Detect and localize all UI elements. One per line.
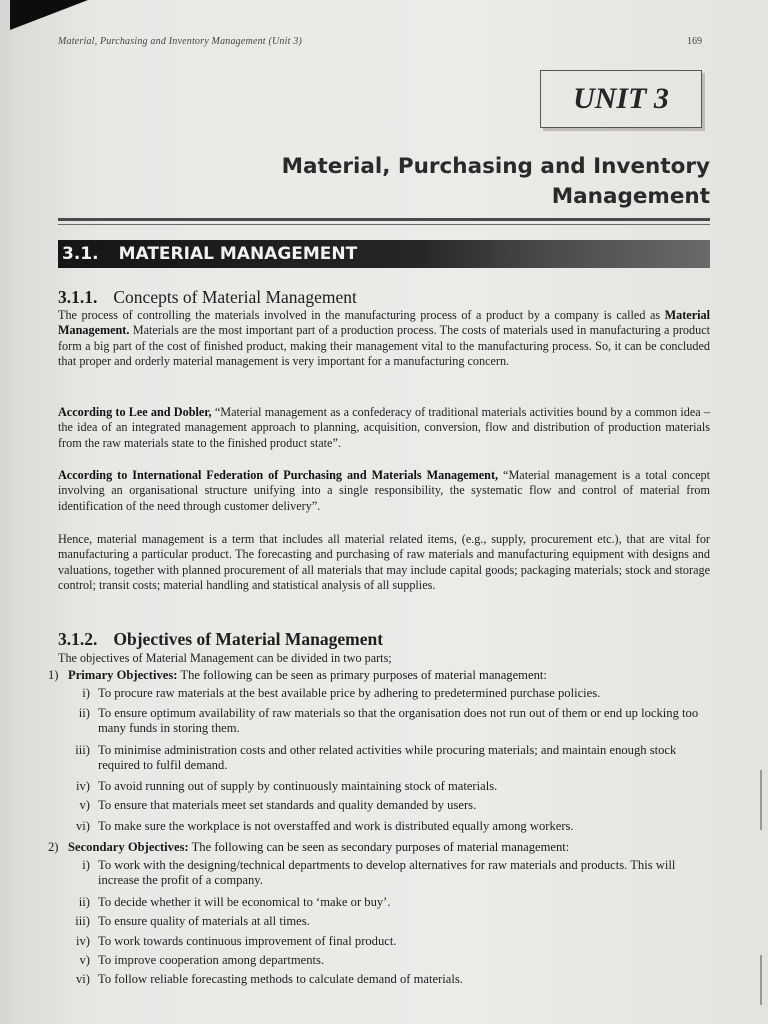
list-item-text: To minimise administration costs and other related activities while procuring materials; and maintain enough stock required to fulfil demand.: [98, 743, 677, 772]
paragraph-text: Materials are the most important part of a production process. The costs of materials used in manufacturing a product form a big part of the cost of finished product, making their management vital to the manufacturing process. So, it can be concluded that proper and orderly material management is very important for a manufacturing concern.: [58, 323, 710, 369]
list-item-text: To avoid running out of supply by continuously maintaining stock of materials.: [98, 779, 498, 793]
subsection-heading-objectives: [58, 629, 383, 650]
paragraph-ifpmm: [58, 468, 710, 514]
list-number: 2): [48, 840, 59, 854]
bold-attribution: According to Lee and Dobler,: [58, 405, 212, 419]
list-item: [66, 972, 710, 987]
bold-attribution: According to International Federation of Purchasing and Materials Management,: [58, 468, 499, 482]
list-item: [66, 686, 710, 701]
secondary-objectives-heading: [48, 840, 569, 855]
subsection-heading-concepts: [58, 287, 357, 308]
list-item: [66, 706, 710, 736]
list-item-text: To follow reliable forecasting methods to calculate demand of materials.: [98, 972, 463, 986]
list-item-text: To work with the designing/technical departments to develop alternatives for raw materials and products. This will increase the profit of a company.: [98, 858, 676, 887]
unit-label: UNIT 3: [573, 82, 669, 115]
list-item-text: To decide whether it will be economical to ‘make or buy’.: [98, 895, 391, 909]
primary-objectives-heading: [48, 668, 547, 683]
list-number: 1): [48, 668, 59, 682]
paragraph-concept-definition: [58, 308, 710, 370]
list-item: [66, 895, 710, 910]
list-item: [66, 953, 710, 968]
list-item: [66, 743, 710, 773]
paragraph-text: The process of controlling the materials involved in the manufacturing process of a product by a company is called as: [58, 308, 665, 322]
list-item-number: ii): [78, 895, 90, 909]
list-item-text: To ensure optimum availability of raw materials so that the organisation does not run out of them or end up locking too many funds in storing them.: [98, 706, 699, 735]
list-label: Secondary Objectives:: [68, 840, 189, 854]
bold-term: Material Management.: [58, 308, 710, 338]
list-item-number: v): [79, 953, 90, 967]
unit-label-box: [540, 70, 702, 128]
running-head: Material, Purchasing and Inventory Management (Unit 3): [58, 36, 302, 47]
list-item-number: i): [82, 858, 90, 872]
list-item-number: vi): [76, 972, 90, 986]
subsection-number: 3.1.1.: [58, 287, 98, 307]
paragraph-text: “Material management is a total concept involving an organisational structure unifying into a single responsibility, the systematic flow and control of material from identification of the need through customer delivery”.: [58, 468, 710, 513]
title-rule-thin: [58, 224, 710, 225]
list-item-text: To make sure the workplace is not overstaffed and work is distributed equally among workers.: [98, 819, 574, 833]
subsection-title: Concepts of Material Management: [113, 287, 357, 307]
list-item: [66, 798, 710, 813]
list-item: [66, 934, 710, 949]
chapter-title-line-1: Material, Purchasing and Inventory: [281, 154, 710, 179]
list-item-number: vi): [76, 819, 90, 833]
paragraph-summary: [58, 532, 710, 594]
list-item-text: To work towards continuous improvement of final product.: [98, 934, 397, 948]
section-heading-bar: [58, 240, 710, 268]
list-item-text: To ensure that materials meet set standards and quality demanded by users.: [98, 798, 477, 812]
title-rule: [58, 218, 710, 221]
list-item-number: v): [79, 798, 90, 812]
page-number: 169: [687, 36, 702, 47]
page-corner-shadow: [10, 0, 88, 30]
subsection-number: 3.1.2.: [58, 629, 98, 649]
section-number: 3.1.: [62, 244, 99, 264]
list-item-number: iv): [76, 934, 90, 948]
paragraph-text: “Material management as a confederacy of traditional materials activities bound by a common idea – the idea of an integrated management approach to planning, acquisition, conversion, flow and distribution of production materials from the raw materials state to the finished product state”.: [58, 405, 710, 450]
binding-edge-mark: [760, 770, 762, 830]
list-item-text: To procure raw materials at the best available price by adhering to predetermined purchase policies.: [98, 686, 601, 700]
list-item-number: i): [82, 686, 90, 700]
book-page: [10, 0, 768, 1024]
list-intro: The following can be seen as secondary purposes of material management:: [188, 840, 570, 854]
objectives-intro: [58, 651, 710, 666]
paragraph-text: Hence, material management is a term that includes all material related items, (e.g., supply, procurement etc.), that are vital for manufacturing a particular product. The forecasting and purchasing of raw materials and manufacturing equipment with designs and valuations, together with planned procurement of all materials that may include capital goods; packaging materials; stock and storage control; transit costs; material handling and statistical analysis of all supplies.: [58, 532, 710, 593]
chapter-title-line-2: Management: [551, 184, 710, 209]
list-item: [66, 914, 710, 929]
list-item-number: iii): [75, 743, 90, 757]
binding-edge-mark: [760, 955, 762, 1005]
chapter-title: [180, 152, 710, 212]
list-item-text: To improve cooperation among departments.: [98, 953, 325, 967]
list-item-number: iii): [75, 914, 90, 928]
list-item-number: iv): [76, 779, 90, 793]
list-item: [66, 779, 710, 794]
list-item: [66, 819, 710, 834]
subsection-title: Objectives of Material Management: [113, 629, 384, 649]
list-label: Primary Objectives:: [68, 668, 178, 682]
list-intro: The following can be seen as primary purposes of material management:: [177, 668, 547, 682]
paragraph-lee-dobler: [58, 405, 710, 451]
paragraph-text: The objectives of Material Management can be divided in two parts;: [58, 651, 392, 665]
list-item-text: To ensure quality of materials at all times.: [98, 914, 310, 928]
section-title: MATERIAL MANAGEMENT: [118, 244, 358, 264]
list-item-number: ii): [78, 706, 90, 720]
list-item: [66, 858, 710, 888]
